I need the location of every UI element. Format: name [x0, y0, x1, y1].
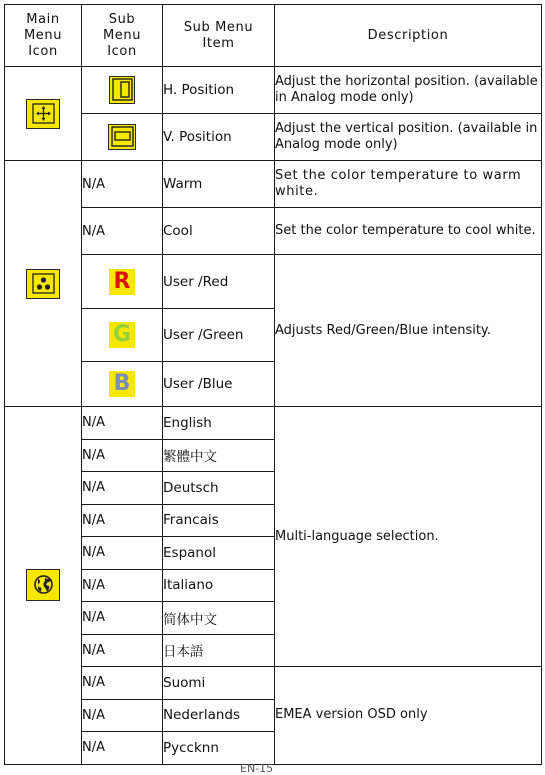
header-item-line1: Sub Menu: [183, 19, 254, 35]
horizontal-position-icon: [109, 76, 135, 104]
main-icon-cell-color: [5, 161, 82, 407]
green-letter-icon: G: [109, 322, 135, 348]
na-language: N/A: [82, 439, 163, 472]
table-row: [5, 667, 542, 700]
table-row: [5, 208, 542, 255]
na-language: N/A: [82, 732, 163, 765]
sub-icon-cell-blue: [82, 362, 163, 407]
item-user-red: User /Red: [163, 255, 275, 309]
table-row: [5, 67, 542, 114]
na-language: N/A: [82, 472, 163, 505]
header-sub-line2: Menu: [102, 27, 142, 43]
move-arrows-icon: [26, 99, 60, 129]
na-language: N/A: [82, 667, 163, 700]
item-language: 简体中文: [163, 602, 275, 635]
globe-icon: [26, 569, 60, 601]
blue-letter-icon: B: [109, 371, 135, 397]
item-v-position: V. Position: [163, 114, 275, 161]
item-language: Espanol: [163, 537, 275, 570]
page-footer: EN-15: [240, 762, 274, 775]
table-row: [5, 407, 542, 440]
sub-icon-cell-v-position: [82, 114, 163, 161]
header-sub-line3: Icon: [107, 43, 137, 59]
desc-multi-language: Multi-language selection.: [275, 407, 542, 667]
item-language: English: [163, 407, 275, 440]
item-language: Nederlands: [163, 699, 275, 732]
header-main-line1: Main: [26, 11, 60, 27]
vertical-position-icon: [108, 124, 136, 150]
sub-icon-cell-h-position: [82, 67, 163, 114]
na-language: N/A: [82, 634, 163, 667]
item-language: Italiano: [163, 569, 275, 602]
item-language: Deutsch: [163, 472, 275, 505]
item-language: Suomi: [163, 667, 275, 700]
desc-v-position: Adjust the vertical position. (available in Analog mode only): [275, 114, 542, 161]
item-user-blue: User /Blue: [163, 362, 275, 407]
na-language: N/A: [82, 602, 163, 635]
na-cool: N/A: [82, 208, 163, 255]
desc-warm: Set the color temperature to warm white.: [275, 161, 542, 208]
desc-rgb: Adjusts Red/Green/Blue intensity.: [275, 255, 542, 407]
sub-icon-cell-green: [82, 309, 163, 362]
item-language: 日本語: [163, 634, 275, 667]
header-item-line2: Item: [202, 35, 235, 51]
item-cool: Cool: [163, 208, 275, 255]
item-user-green: User /Green: [163, 309, 275, 362]
table-row: [5, 255, 542, 309]
sub-icon-cell-red: [82, 255, 163, 309]
desc-emea: EMEA version OSD only: [275, 667, 542, 765]
table-row: [5, 114, 542, 161]
red-letter-icon: R: [109, 269, 135, 295]
header-sub-menu-item: [163, 5, 275, 67]
main-icon-cell-position: [5, 67, 82, 161]
na-language: N/A: [82, 699, 163, 732]
desc-cool: Set the color temperature to cool white.: [275, 208, 542, 255]
na-language: N/A: [82, 569, 163, 602]
header-sub-menu-icon: [82, 5, 163, 67]
header-main-menu-icon: [5, 5, 82, 67]
na-warm: N/A: [82, 161, 163, 208]
na-language: N/A: [82, 407, 163, 440]
header-sub-line1: Sub: [108, 11, 136, 27]
na-language: N/A: [82, 504, 163, 537]
item-language: Francais: [163, 504, 275, 537]
color-dots-icon: [26, 269, 60, 299]
header-main-line2: Menu: [23, 27, 63, 43]
header-main-line3: Icon: [28, 43, 58, 59]
na-language: N/A: [82, 537, 163, 570]
desc-h-position: Adjust the horizontal position. (available in Analog mode only): [275, 67, 542, 114]
item-warm: Warm: [163, 161, 275, 208]
item-language: Pyccknn: [163, 732, 275, 765]
item-language: 繁體中文: [163, 439, 275, 472]
item-h-position: H. Position: [163, 67, 275, 114]
header-description: Description: [275, 5, 542, 67]
table-row: [5, 161, 542, 208]
header-row: [5, 5, 542, 67]
osd-menu-table: [4, 4, 542, 765]
main-icon-cell-language: [5, 407, 82, 765]
